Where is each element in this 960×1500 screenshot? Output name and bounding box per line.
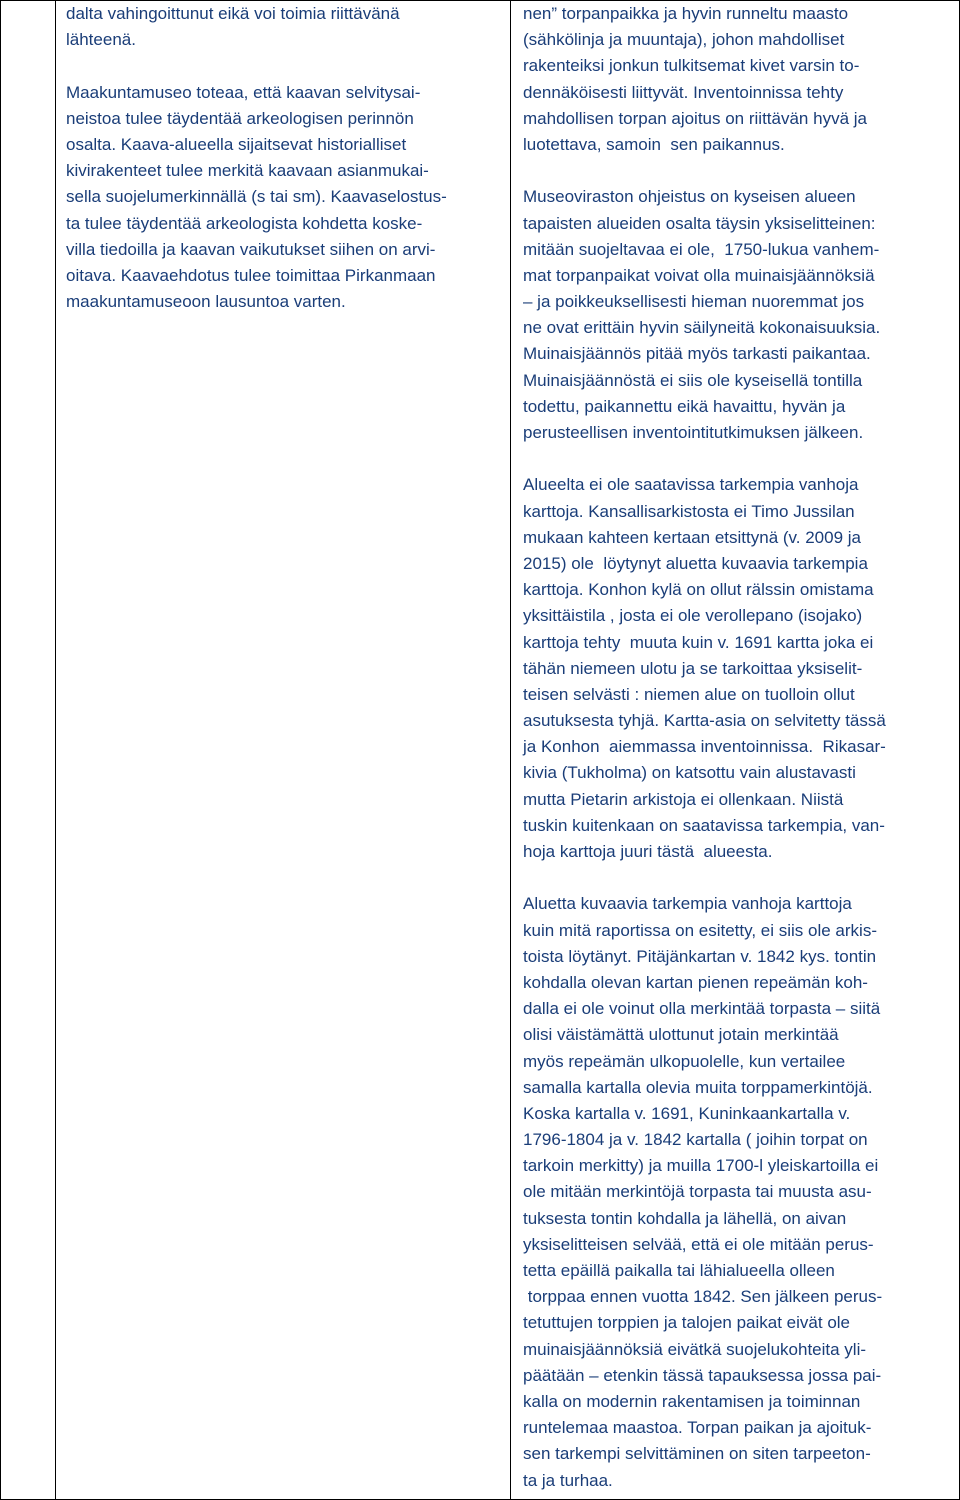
text-line: karttoja. Kansallisarkistosta ei Timo Jussilan xyxy=(523,501,855,521)
text-line: mat torpanpaikat voivat olla muinaisjäännöksiä xyxy=(523,265,875,285)
text-line: toista löytänyt. Pitäjänkartan v. 1842 kys. tontin xyxy=(523,946,877,966)
text-line: perusteellisen inventointitutkimuksen jälkeen. xyxy=(523,423,864,442)
text-line: karttoja tehty muuta kuin v. 1691 kartta joka ei xyxy=(523,632,874,652)
text-line: ta tulee täydentää arkeologista kohdetta koske- xyxy=(66,213,423,233)
text-line: rakenteiksi jonkun tulkitsemat kivet varsin to- xyxy=(523,56,860,76)
text-line: 1796-1804 ja v. 1842 kartalla ( joihin torpat on xyxy=(523,1130,868,1150)
text-line: maakuntamuseoon lausuntoa varten. xyxy=(66,292,346,312)
text-line: tuksesta tontin kohdalla ja lähellä, on aivan xyxy=(523,1208,847,1228)
text-line: tetta epäillä paikalla tai lähialueella olleen xyxy=(523,1261,835,1280)
paragraph-gap xyxy=(523,158,955,184)
text-line: runtelemaa maastoa. Torpan paikan ja ajoituk- xyxy=(523,1418,872,1438)
text-line: kivia (Tukholma) on katsottu vain alustavasti xyxy=(523,763,856,783)
text-line: oitava. Kaavaehdotus tulee toimittaa Pirkanmaan xyxy=(66,265,436,285)
text-line: mukaan kahteen kertaan etsittynä (v. 2009 ja xyxy=(523,527,861,547)
text-line: kuin mitä raportissa on esitetty, ei siis ole arkis- xyxy=(523,920,877,940)
text-line: dalla ei ole voinut olla merkintää torpasta – siitä xyxy=(523,999,881,1019)
text-line: ne ovat erittäin hyvin säilyneitä kokonaisuuksia. xyxy=(523,318,881,338)
text-line: Muinaisjäännöstä ei siis ole kyseisellä tontilla xyxy=(523,370,863,390)
text-line: luotettava, samoin sen paikannus. xyxy=(523,134,785,154)
text-line: mitään suojeltavaa ei ole, 1750-lukua vanhem- xyxy=(523,239,880,259)
text-line: päätään – etenkin tässä tapauksessa jossa pai- xyxy=(523,1365,882,1385)
text-line: samalla kartalla olevia muita torppamerkintöjä. xyxy=(523,1077,873,1097)
text-line: 2015) ole löytynyt aluetta kuvaavia tarkempia xyxy=(523,553,868,573)
paragraph-gap xyxy=(523,865,955,891)
text-line: tähän niemeen ulotu ja se tarkoittaa yksiselit- xyxy=(523,658,863,678)
text-line: Maakuntamuseo toteaa, että kaavan selvitysai- xyxy=(66,82,421,102)
text-line: Koska kartalla v. 1691, Kuninkaankartalla v. xyxy=(523,1103,851,1123)
text-line: dalta vahingoittunut eikä voi toimia riittävänä xyxy=(66,4,400,23)
text-line: osalta. Kaava-alueella sijaitsevat historialliset xyxy=(66,134,407,154)
text-line: Aluetta kuvaavia tarkempia vanhoja karttoja xyxy=(523,894,852,914)
text-line: nen” torpanpaikka ja hyvin runneltu maasto xyxy=(523,4,849,23)
text-line: todettu, paikannettu eikä havaittu, hyvän ja xyxy=(523,396,846,416)
text-line: tuskin kuitenkaan on saatavissa tarkempia, van- xyxy=(523,815,885,835)
text-line: Muinaisjäännös pitää myös tarkasti paikantaa. xyxy=(523,344,871,364)
paragraph-gap xyxy=(523,446,955,472)
text-line: muinaisjäännöksiä eivätkä suojelukohteita yli- xyxy=(523,1339,867,1359)
text-line: tarkoin merkitty) ja muilla 1700-l yleiskartoilla ei xyxy=(523,1156,879,1176)
text-line: ole mitään merkintöjä torpasta tai muusta asu- xyxy=(523,1182,872,1202)
table-divider-middle xyxy=(510,0,511,1500)
text-line: dennäköisesti liittyvät. Inventoinnissa tehty xyxy=(523,82,844,102)
text-line: kalla on modernin rakentamisen ja toiminnan xyxy=(523,1391,861,1411)
text-line: – ja poikkeuksellisesti hieman nuoremmat jos xyxy=(523,292,865,312)
text-line: hoja karttoja juuri tästä alueesta. xyxy=(523,842,773,861)
text-line: yksiselitteisen selvää, että ei ole mitään perus- xyxy=(523,1234,874,1254)
text-line: yksittäistila , josta ei ole verollepano (isojako) xyxy=(523,606,863,626)
right-text-cell xyxy=(523,1,955,1494)
paragraph xyxy=(66,1,506,53)
text-line: mahdollisen torpan ajoitus on riittävän hyvä ja xyxy=(523,108,867,128)
text-line: asutuksesta tyhjä. Kartta-asia on selvitetty tässä xyxy=(523,711,886,731)
text-line: (sähkölinja ja muuntaja), johon mahdolliset xyxy=(523,30,845,50)
table-divider-left xyxy=(55,0,56,1500)
text-line: ja Konhon aiemmassa inventoinnissa. Rikasar- xyxy=(523,737,886,757)
text-line: neistoa tulee täydentää arkeologisen perinnön xyxy=(66,108,414,128)
text-line: tapaisten alueiden osalta täysin yksiselitteinen: xyxy=(523,213,876,233)
text-line: torppaa ennen vuotta 1842. Sen jälkeen perus- xyxy=(523,1287,883,1307)
text-line: sella suojelumerkinnällä (s tai sm). Kaavaselostus- xyxy=(66,187,447,207)
paragraph xyxy=(523,472,955,865)
text-line: lähteenä. xyxy=(66,30,136,50)
text-line: Museoviraston ohjeistus on kyseisen alueen xyxy=(523,187,856,207)
left-text-cell xyxy=(66,1,506,315)
paragraph xyxy=(523,184,955,446)
text-line: teisen selvästi : niemen alue on tuolloin ollut xyxy=(523,684,855,704)
text-line: kohdalla olevan kartan pienen repeämän koh- xyxy=(523,972,868,992)
paragraph-gap xyxy=(66,53,506,79)
text-line: ta ja turhaa. xyxy=(523,1470,613,1490)
text-line: sen tarkempi selvittäminen on siten tarpeeton- xyxy=(523,1444,871,1464)
text-line: villa tiedoilla ja kaavan vaikutukset siihen on arvi- xyxy=(66,239,436,259)
text-line: mutta Pietarin arkistoja ei ollenkaan. Niistä xyxy=(523,789,844,809)
text-line: Alueelta ei ole saatavissa tarkempia vanhoja xyxy=(523,475,859,495)
text-line: olisi väistämättä ulottunut jotain merkintää xyxy=(523,1025,839,1045)
text-line: kivirakenteet tulee merkitä kaavaan asianmukai- xyxy=(66,161,429,181)
paragraph xyxy=(523,1,955,158)
text-line: myös repeämän ulkopuolelle, kun vertailee xyxy=(523,1051,846,1071)
paragraph xyxy=(66,80,506,316)
paragraph xyxy=(523,891,955,1493)
text-line: karttoja. Konhon kylä on ollut rälssin omistama xyxy=(523,580,874,600)
text-line: tetuttujen torppien ja talojen paikat eivät ole xyxy=(523,1313,851,1333)
